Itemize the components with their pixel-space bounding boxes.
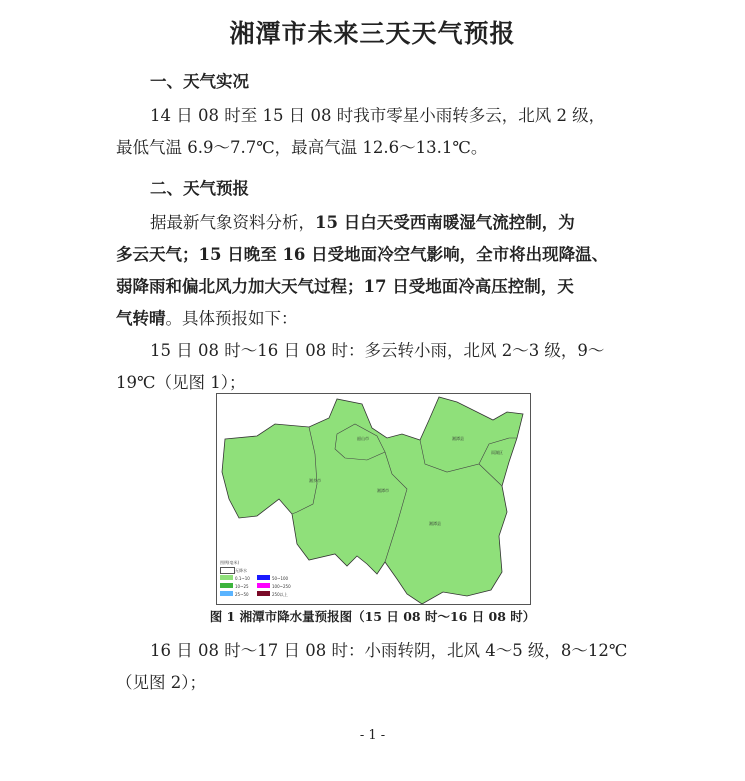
figure-caption: 图 1 湘潭市降水量预报图（15 日 08 时～16 日 08 时） bbox=[209, 609, 536, 624]
legend-label-2: 10~25 bbox=[235, 584, 249, 589]
legend-label-5: 100~250 bbox=[272, 584, 291, 589]
section1-line2: 最低气温 6.9～7.7℃，最高气温 12.6～13.1℃。 bbox=[116, 138, 488, 157]
map-region bbox=[222, 397, 523, 604]
forecast1-line1: 15 日 08 时～16 日 08 时：多云转小雨，北风 2～3 级，9～ bbox=[150, 341, 605, 360]
legend-label-0: 无降水 bbox=[235, 568, 247, 573]
place-label-6: 雨湖区 bbox=[491, 450, 503, 455]
legend-swatch-2 bbox=[220, 583, 233, 588]
analysis-line1 bbox=[150, 209, 575, 233]
section1-heading: 一、天气实况 bbox=[150, 72, 249, 91]
legend-swatch-5 bbox=[257, 583, 270, 588]
forecast1-line2: 19℃（见图 1）； bbox=[116, 373, 246, 392]
section2-heading: 二、天气预报 bbox=[150, 179, 249, 198]
legend-title: 图例(毫米) bbox=[220, 560, 240, 565]
legend-label-3: 25~50 bbox=[235, 592, 249, 597]
legend-label-4: 50~100 bbox=[272, 576, 289, 581]
section1-line1: 14 日 08 时至 15 日 08 时我市零星小雨转多云，北风 2 级， bbox=[150, 106, 606, 125]
place-label-1: 湘潭县 bbox=[452, 436, 464, 441]
page-number: - 1 - bbox=[359, 728, 386, 743]
legend-swatch-3 bbox=[220, 591, 233, 596]
analysis-line4-plain: 。具体预报如下： bbox=[165, 309, 298, 328]
forecast2-line1: 16 日 08 时～17 日 08 时：小雨转阴，北风 4～5 级，8～12℃ bbox=[150, 641, 628, 660]
analysis-line3: 弱降雨和偏北风力加大天气过程；17 日受地面冷高压控制，天 bbox=[116, 277, 574, 296]
analysis-line4 bbox=[116, 305, 298, 329]
place-label-4: 湘潭市 bbox=[377, 488, 389, 493]
page-title: 湘潭市未来三天天气预报 bbox=[229, 19, 516, 48]
legend-swatch-4 bbox=[257, 575, 270, 580]
forecast2-line2: （见图 2）； bbox=[116, 673, 206, 692]
precipitation-map bbox=[216, 393, 531, 605]
legend-label-6: 250以上 bbox=[272, 592, 288, 597]
analysis-line1-plain: 据最新气象资料分析， bbox=[150, 213, 315, 232]
legend-swatch-6 bbox=[257, 591, 270, 596]
place-label-3: 湘乡市 bbox=[309, 478, 321, 483]
place-label-2: 韶山市 bbox=[357, 436, 369, 441]
legend-swatch-0 bbox=[220, 567, 235, 574]
place-label-5: 湘潭县 bbox=[429, 521, 441, 526]
legend-label-1: 0.1~10 bbox=[235, 576, 250, 581]
map-graphic bbox=[217, 394, 530, 604]
legend-swatch-1 bbox=[220, 575, 233, 580]
analysis-line1-bold: 15 日白天受西南暖湿气流控制，为 bbox=[315, 213, 575, 232]
analysis-line4-bold: 气转晴 bbox=[116, 309, 166, 328]
analysis-line2: 多云天气；15 日晚至 16 日受地面冷空气影响，全市将出现降温、 bbox=[116, 245, 609, 264]
